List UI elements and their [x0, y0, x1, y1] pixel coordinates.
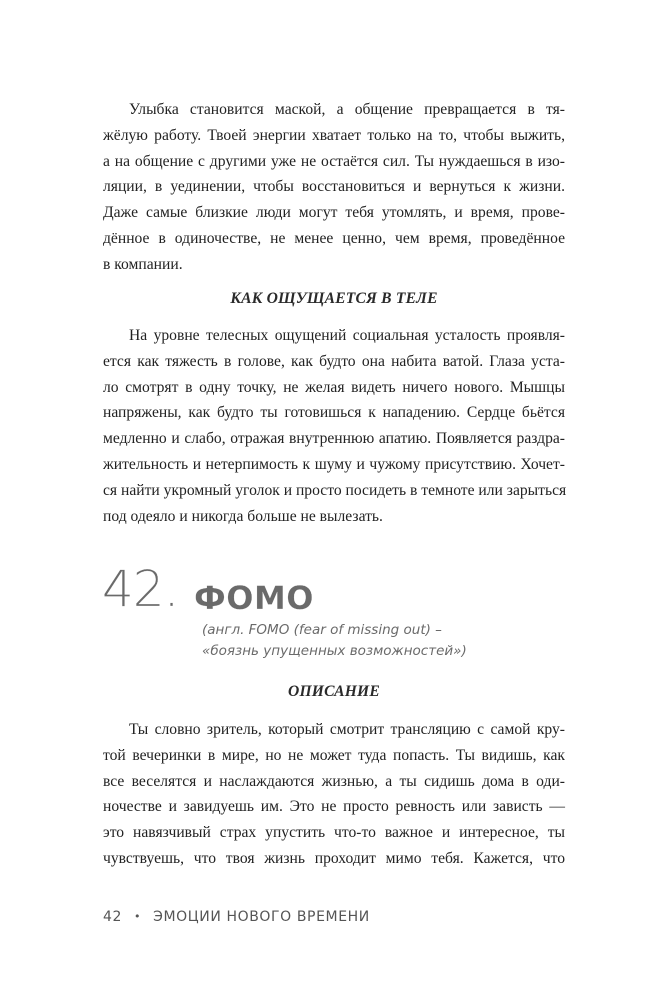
text-line: ло смотрят в одну точку, не желая видеть ничего нового. Мышцы [103, 378, 565, 396]
section-heading-body: КАК ОЩУЩАЕТСЯ В ТЕЛЕ [230, 290, 438, 307]
chapter-subtitle-line: «боязнь упущенных возможностей») [202, 643, 467, 659]
text-line: ночестве и завидуешь им. Это не просто ревность или зависть — [103, 798, 565, 816]
text-line: той вечеринки в мире, но не может туда попасть. Ты видишь, как [103, 746, 565, 764]
paragraph-social-fatigue-end [103, 97, 565, 278]
text-line: это навязчивый страх упустить что-то важное и интересное, ты [103, 824, 565, 842]
text-line: Улыбка становится маской, а общение превращается в тя- [129, 101, 565, 118]
text-line: чувствуешь, что твоя жизнь проходит мимо тебя. Кажется, что [103, 849, 565, 867]
text-line: напряжены, как будто ты готовишься к нападению. Сердце бьётся [103, 404, 565, 422]
text-line: ляции, в уединении, чтобы восстановиться и вернуться к жизни. [103, 178, 565, 196]
text-line: ется как тяжесть в голове, как будто она набита ватой. Глаза уста- [103, 352, 565, 370]
page-number: 42 [103, 909, 123, 925]
paragraph-fomo-description [103, 717, 565, 872]
page-footer [103, 909, 370, 925]
paragraph-body-sensations [103, 323, 565, 529]
footer-separator: • [134, 910, 142, 923]
text-line: ся найти укромный уголок и просто посидеть в темноте или зарыться [103, 481, 567, 499]
running-title: ЭМОЦИИ НОВОГО ВРЕМЕНИ [153, 909, 370, 925]
text-line: На уровне телесных ощущений социальная усталость проявля- [129, 327, 565, 344]
text-line: жительность и нетерпимость к шуму и чужому присутствию. Хочет- [103, 455, 565, 473]
chapter-number: 42. [102, 560, 179, 618]
chapter-subtitle-line: (англ. FOMO (fear of missing out) – [202, 622, 442, 638]
section-heading-description: ОПИСАНИЕ [288, 683, 380, 700]
chapter-subtitle [202, 620, 467, 662]
text-line: а на общение с другими уже не остаётся сил. Ты нуждаешься в изо- [103, 152, 565, 170]
text-line: под одеяло и никогда больше не вылезать. [103, 507, 383, 525]
text-line: Ты словно зритель, который смотрит трансляцию с самой кру- [129, 721, 565, 738]
text-line: Даже самые близкие люди могут тебя утомлять, и время, прове- [103, 204, 565, 222]
text-line: медленно и слабо, отражая внутреннюю апатию. Появляется раздра- [103, 430, 565, 448]
chapter-title: ФОМО [194, 579, 314, 617]
text-line: в компании. [103, 255, 183, 273]
text-line: дённое в одиночестве, не менее ценно, чем время, проведённое [103, 229, 565, 247]
text-line: все веселятся и наслаждаются жизнью, а ты сидишь дома в оди- [103, 772, 565, 790]
text-line: жёлую работу. Твоей энергии хватает только на то, чтобы выжить, [103, 126, 565, 144]
